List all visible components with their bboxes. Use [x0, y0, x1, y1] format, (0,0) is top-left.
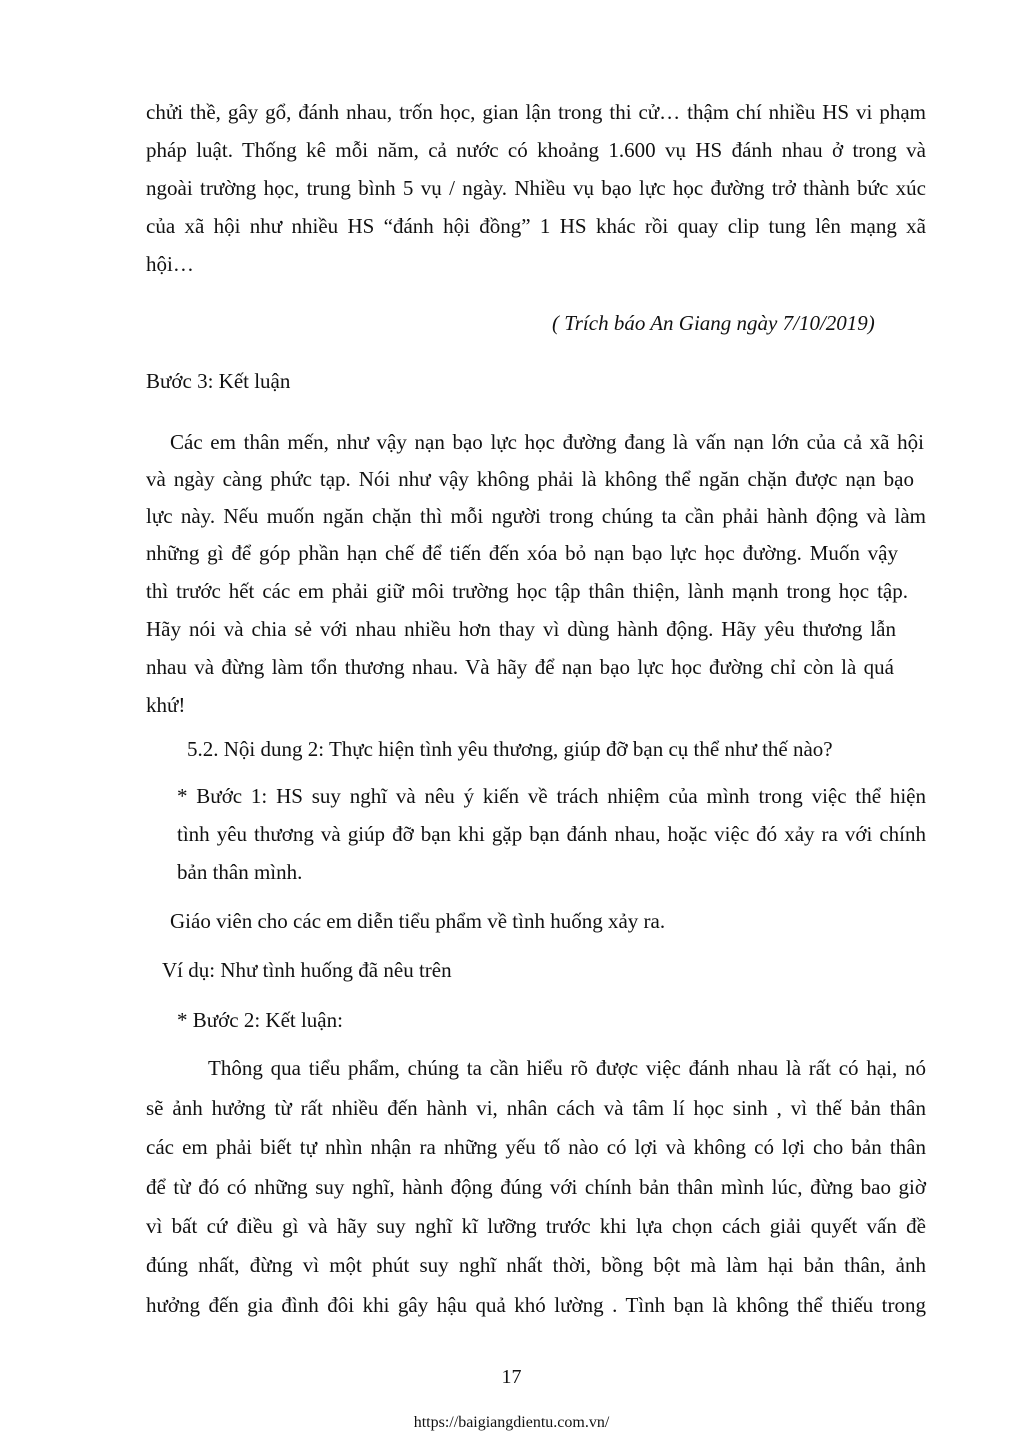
body-text-line: Hãy nói và chia sẻ với nhau nhiều hơn thay vì dùng hành động. Hãy yêu thương lẫn — [146, 617, 896, 641]
step3-heading: Bước 3: Kết luận — [146, 369, 291, 393]
body-text-line: sẽ ảnh hưởng từ rất nhiều đến hành vi, nhân cách và tâm lí học sinh , vì thế bản thân — [146, 1096, 926, 1120]
body-text-line: ngoài trường học, trung bình 5 vụ / ngày. Nhiều vụ bạo lực học đường trở thành bức xúc — [146, 176, 926, 200]
body-text-line: những gì để góp phần hạn chế để tiến đến xóa bỏ nạn bạo lực học đường. Muốn vậy — [146, 541, 898, 565]
example-line: Ví dụ: Như tình huống đã nêu trên — [162, 958, 452, 982]
body-text-line: thì trước hết các em phải giữ môi trường học tập thân thiện, lành mạnh trong học tập. — [146, 579, 908, 603]
body-text-line: nhau và đừng làm tổn thương nhau. Và hãy để nạn bạo lực học đường chỉ còn là quá — [146, 655, 894, 679]
body-text-line: tình yêu thương và giúp đỡ bạn khi gặp bạn đánh nhau, hoặc việc đó xảy ra với chính — [177, 822, 926, 846]
footer-url[interactable]: https://baigiangdientu.com.vn/ — [413, 1414, 610, 1431]
body-text-line: của xã hội như nhiều HS “đánh hội đồng” 1 HS khác rồi quay clip tung lên mạng xã — [146, 214, 926, 238]
body-text-line: đúng nhất, đừng vì một phút suy nghĩ nhất thời, bồng bột mà làm hại bản thân, ảnh — [146, 1253, 926, 1277]
body-text-line: Các em thân mến, như vậy nạn bạo lực học đường đang là vấn nạn lớn của cả xã hội — [170, 430, 924, 454]
body-text-line: chửi thề, gây gổ, đánh nhau, trốn học, gian lận trong thi cử… thậm chí nhiều HS vi phạm — [146, 100, 926, 124]
body-text-line: pháp luật. Thống kê mỗi năm, cả nước có khoảng 1.600 vụ HS đánh nhau ở trong và — [146, 138, 926, 162]
section-heading: 5.2. Nội dung 2: Thực hiện tình yêu thương, giúp đỡ bạn cụ thể như thế nào? — [187, 737, 833, 761]
body-text-line: hội… — [146, 252, 194, 276]
step2-heading: * Bước 2: Kết luận: — [177, 1008, 343, 1032]
body-text-line: vì bất cứ điều gì và hãy suy nghĩ kĩ lưỡng trước khi lựa chọn cách giải quyết vấn đề — [146, 1214, 926, 1238]
body-text-line: các em phải biết tự nhìn nhận ra những yếu tố nào có lợi và không có lợi cho bản thân — [146, 1135, 926, 1159]
body-text-line: khứ! — [146, 693, 186, 717]
teacher-line: Giáo viên cho các em diễn tiểu phẩm về tình huống xảy ra. — [170, 909, 666, 933]
body-text-line: để từ đó có những suy nghĩ, hành động đúng với chính bản thân mình lúc, đừng bao giờ — [146, 1175, 926, 1199]
body-text-line: bản thân mình. — [177, 860, 303, 884]
citation: ( Trích báo An Giang ngày 7/10/2019) — [552, 311, 875, 335]
body-text-line: Thông qua tiểu phẩm, chúng ta cần hiểu rõ được việc đánh nhau là rất có hại, nó — [208, 1056, 926, 1080]
body-text-line: lực này. Nếu muốn ngăn chặn thì mỗi người trong chúng ta cần phải hành động và làm — [146, 504, 926, 528]
body-text-line: và ngày càng phức tạp. Nói như vậy không phải là không thể ngăn chặn được nạn bạo — [146, 467, 914, 491]
page-number: 17 — [501, 1366, 522, 1388]
body-text-line: hưởng đến gia đình đôi khi gây hậu quả khó lường . Tình bạn là không thể thiếu trong — [146, 1293, 926, 1317]
body-text-line: * Bước 1: HS suy nghĩ và nêu ý kiến về trách nhiệm của mình trong việc thể hiện — [177, 784, 926, 808]
